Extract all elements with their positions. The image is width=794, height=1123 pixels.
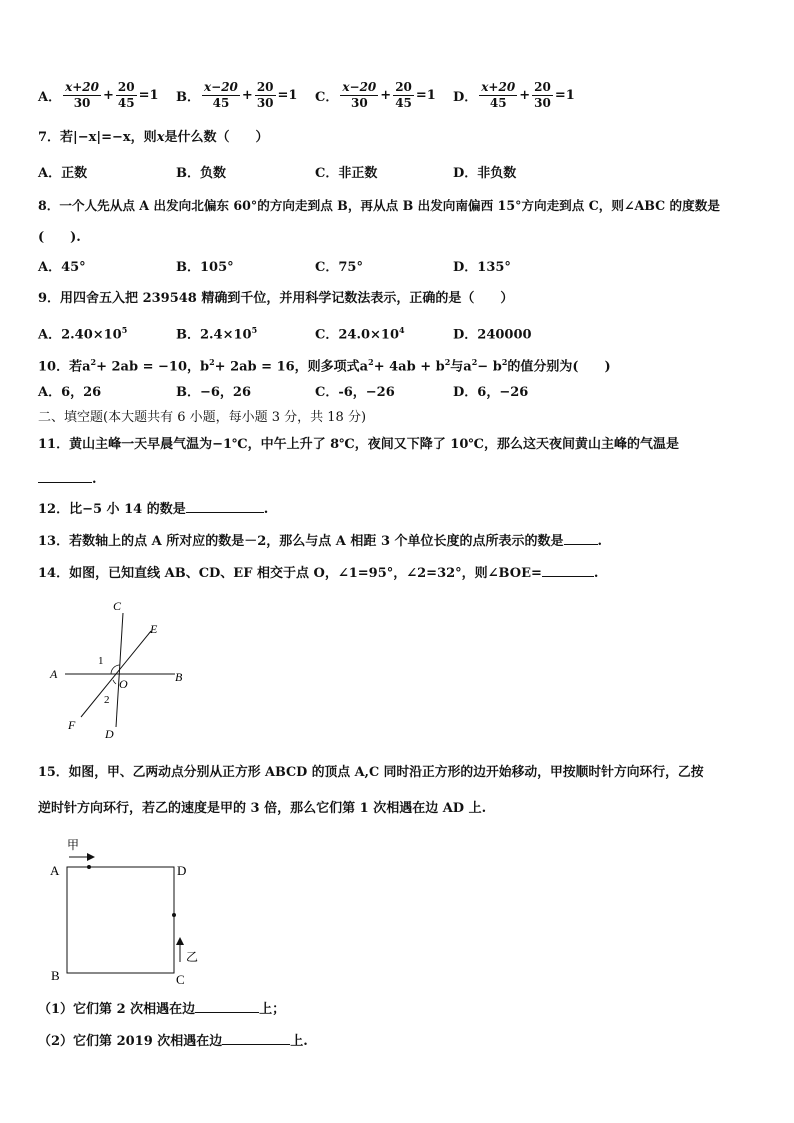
numerator: x+20 [481, 80, 516, 94]
label-b: B [51, 968, 60, 983]
q10-option-d: D．6，−26 [453, 385, 529, 400]
q7-variable: x [156, 130, 165, 145]
numerator: x+20 [65, 80, 100, 94]
q12-text: 12．比−5 小 14 的数是 [38, 502, 186, 517]
q8-option-a: A．45° [38, 260, 86, 275]
q15-stem-line2: 逆时针方向环行，若乙的速度是甲的 3 倍，那么它们第 1 次相遇在边 AD 上. [38, 801, 487, 816]
q7-stem-pre: 7．若|−x|=−x，则 [38, 130, 157, 145]
label-c: C [113, 599, 122, 613]
answer-blank[interactable] [186, 500, 264, 513]
square-abcd [67, 867, 174, 973]
q8-option-b: B．105° [176, 260, 234, 275]
label-f: F [68, 718, 76, 732]
q10-text: + 4ab + b [373, 359, 445, 375]
label-a: A [50, 863, 60, 878]
option-letter: A． [38, 90, 62, 105]
q10-stem [38, 354, 611, 375]
option-letter: B． [176, 90, 200, 105]
fraction [393, 80, 414, 111]
point-jia [87, 865, 91, 869]
q15-sub1-text: （1）它们第 2 次相遇在边 [38, 1002, 196, 1017]
numerator: 20 [395, 80, 412, 94]
q7-stem [38, 130, 268, 146]
numerator: 20 [117, 80, 135, 94]
numerator: x−20 [342, 80, 377, 94]
plus-sign: + [241, 88, 253, 103]
q9-option-d [453, 322, 532, 343]
option-base: C．24.0×10 [315, 327, 399, 343]
option-base: B．2.4×10 [176, 327, 252, 343]
plus-sign: + [519, 88, 531, 103]
exponent: 2 [501, 357, 508, 367]
q12-stem [38, 500, 268, 518]
q10-option-c: C．-6，−26 [315, 385, 395, 400]
arrow-jia-head [87, 853, 95, 861]
plus-sign: + [103, 88, 114, 103]
plus-sign: + [380, 88, 392, 103]
q11-stem-line1: 11．黄山主峰一天早晨气温为−1℃，中午上升了 8℃，夜间又下降了 10℃，那么这天夜间黄山主峰的气温是 [38, 437, 679, 452]
q8-option-d: D．135° [453, 260, 511, 275]
label-angle-1: 1 [98, 655, 104, 667]
label-jia: 甲 [67, 838, 80, 852]
option-base: A．2.40×10 [38, 327, 122, 343]
label-a: A [50, 667, 58, 681]
option-letter: C． [315, 90, 339, 105]
label-angle-2: 2 [104, 694, 110, 706]
q9-stem: 9．用四舍五入把 239548 精确到千位，并用科学记数法表示，正确的是（ ） [38, 291, 514, 306]
label-o: O [119, 677, 128, 691]
q15-sub2-end: 上. [290, 1034, 308, 1049]
q15-stem-line1: 15．如图，甲、乙两动点分别从正方形 ABCD 的顶点 A,C 同时沿正方形的边开始移动，甲按顺时针方向环行，乙按 [38, 765, 704, 780]
q6-option-d [453, 80, 575, 111]
denominator: 45 [489, 96, 507, 110]
q10-text: + 2ab = −10，b [96, 359, 210, 375]
q15-sub1-end: 上； [259, 1002, 286, 1017]
q8-stem-line2: ( ). [38, 230, 81, 245]
exponent: 5 [251, 325, 258, 335]
label-d: D [177, 863, 187, 878]
fraction [340, 80, 378, 111]
answer-blank[interactable] [542, 564, 594, 577]
q9-option-b [176, 322, 257, 343]
q9-option-a [38, 322, 127, 343]
denominator: 30 [256, 96, 274, 110]
fraction [255, 80, 276, 111]
q14-text: 14．如图，已知直线 AB、CD、EF 相交于点 O，∠1=95°，∠2=32°，则∠BOE= [38, 566, 542, 581]
period: . [597, 534, 603, 549]
q7-option-d: D．非负数 [453, 166, 517, 181]
arrow-yi-head [176, 937, 184, 945]
equals-one: =1 [277, 88, 298, 103]
label-d: D [105, 727, 114, 741]
q8-stem-line1: 8．一个人先从点 A 出发向北偏东 60°的方向走到点 B，再从点 B 出发向南偏西 15°方向走到点 C，则∠ABC 的度数是 [38, 198, 720, 213]
q6-option-b [176, 80, 297, 111]
exponent: 5 [121, 325, 128, 335]
q8-option-c: C．75° [315, 260, 363, 275]
numerator: x−20 [204, 80, 238, 94]
angle-1-arc [111, 665, 120, 674]
q10-text: 的值分别为( ) [507, 359, 611, 375]
q6-option-a [38, 80, 159, 111]
equals-one: =1 [138, 88, 159, 103]
denominator: 45 [212, 96, 230, 110]
denominator: 30 [534, 96, 551, 110]
fraction [63, 80, 101, 111]
period: . [263, 502, 269, 517]
fraction [532, 80, 553, 111]
q15-square-figure [45, 835, 205, 985]
q14-stem [38, 564, 598, 582]
q13-stem [38, 532, 602, 550]
exponent: 2 [444, 357, 451, 367]
q7-stem-post: 是什么数（ ） [164, 130, 269, 145]
q10-text: + 2ab = 16，则多项式a [214, 359, 369, 375]
q7-option-c: C．非正数 [315, 166, 378, 181]
denominator: 30 [350, 96, 368, 110]
q11-stem-line2 [38, 470, 97, 488]
label-e: E [150, 622, 158, 636]
q10-text: − b [477, 359, 502, 375]
period: . [92, 472, 97, 487]
q7-option-b: B．负数 [176, 166, 226, 181]
answer-blank[interactable] [38, 470, 92, 483]
q15-sub2 [38, 1032, 308, 1050]
exponent: 2 [90, 357, 97, 367]
numerator: 20 [534, 80, 551, 94]
q14-intersecting-lines-figure [45, 595, 195, 745]
option-letter: D． [453, 90, 478, 105]
q6-option-c [315, 80, 436, 111]
q10-option-b: B．−6，26 [176, 385, 252, 400]
denominator: 30 [73, 96, 91, 110]
denominator: 45 [395, 96, 412, 110]
angle-2-arc [113, 680, 116, 684]
q13-text: 13．若数轴上的点 A 所对应的数是－2，那么与点 A 相距 3 个单位长度的点所表示的数是 [38, 534, 564, 549]
exponent: 4 [399, 325, 405, 335]
label-c: C [176, 972, 185, 985]
label-yi: 乙 [186, 950, 199, 964]
q15-sub1 [38, 1000, 285, 1018]
equals-one: =1 [554, 88, 575, 103]
denominator: 45 [117, 96, 135, 110]
period: . [593, 566, 599, 581]
q9-option-c [315, 322, 405, 343]
fraction [116, 80, 137, 111]
exponent: 2 [209, 357, 215, 367]
section-heading: 二、填空题(本大题共有 6 小题，每小题 3 分，共 18 分) [38, 410, 367, 425]
q7-option-a: A．正数 [38, 166, 88, 181]
q10-text: 10．若a [38, 359, 91, 375]
q15-sub2-text: （2）它们第 2019 次相遇在边 [38, 1034, 223, 1049]
numerator: 20 [256, 80, 274, 94]
answer-blank[interactable] [222, 1032, 290, 1045]
option-base: D．240000 [453, 327, 532, 343]
label-b: B [175, 670, 183, 684]
fraction [202, 80, 240, 111]
answer-blank[interactable] [564, 532, 598, 545]
answer-blank[interactable] [195, 1000, 259, 1013]
q10-option-a: A．6，26 [38, 385, 102, 400]
q10-text: 与a [450, 359, 472, 375]
equals-one: =1 [415, 88, 436, 103]
exponent: 2 [368, 357, 374, 367]
point-yi [172, 913, 176, 917]
fraction [479, 80, 517, 111]
exponent: 2 [471, 357, 478, 367]
